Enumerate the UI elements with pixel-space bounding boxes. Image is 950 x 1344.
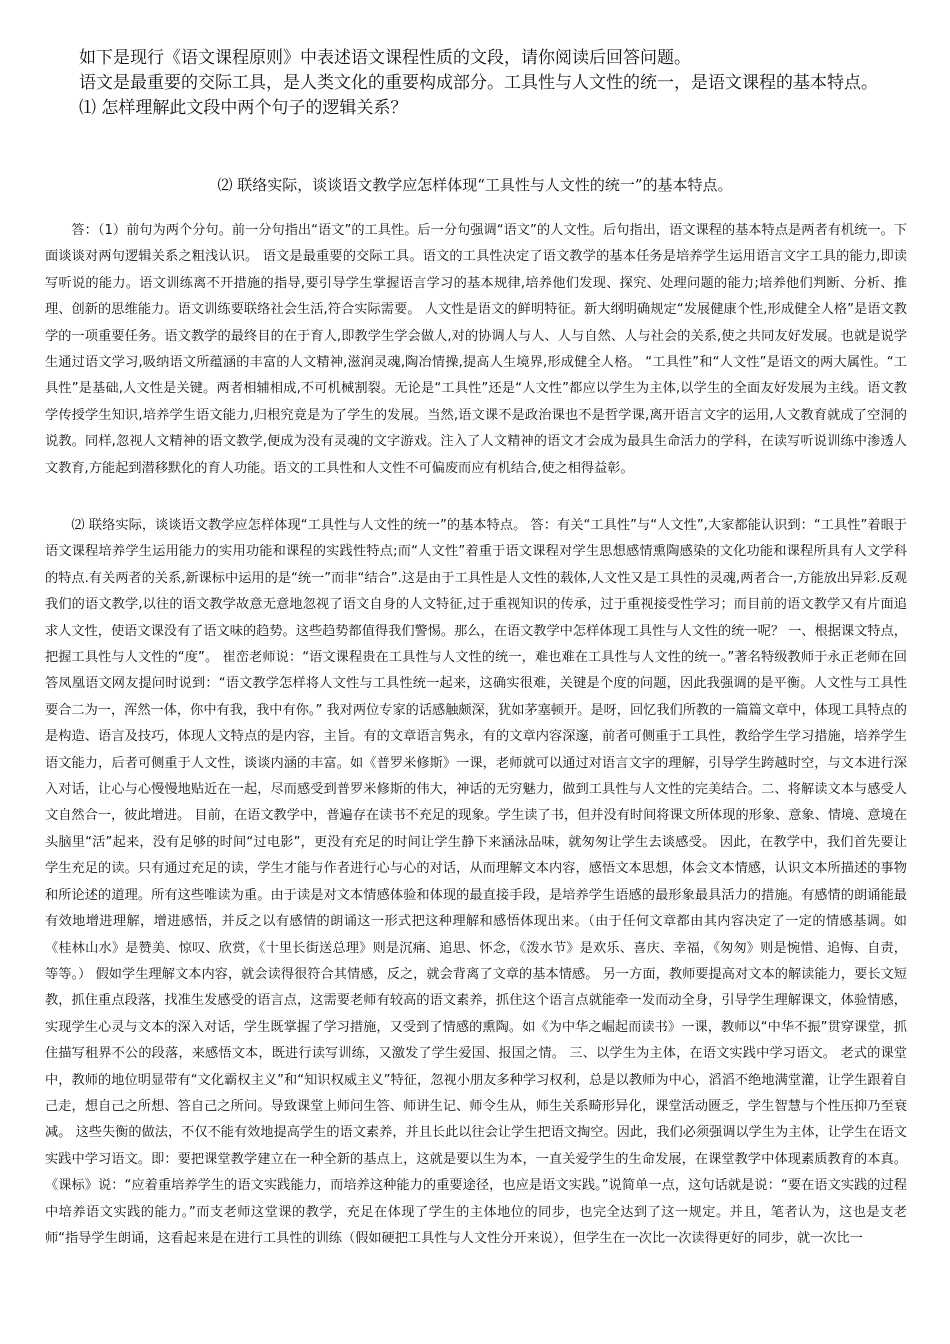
question-2: ⑵ 联络实际，谈谈语文教学应怎样体现“工具性与人文性的统一”的基本特点。 — [217, 176, 733, 194]
intro-block — [45, 46, 905, 121]
question-1: ⑴ 怎样理解此文段中两个句子的逻辑关系？ — [79, 98, 408, 118]
answer-2 — [45, 513, 907, 1252]
answer-1 — [45, 218, 907, 482]
course-nature-passage: 语文是最重要的交际工具，是人类文化的重要构成部分。工具性与人文性的统一，是语文课程的基本特点。 — [79, 73, 878, 93]
answer-2-text: ⑵ 联络实际，谈谈语文教学应怎样体现“工具性与人文性的统一”的基本特点。 答：有关“工具性”与“人文性”,大家都能认识到：“工具性”着眼于语文课程培养学生运用能力的实用功能和课程的实践性特点;而“人文性”着重于语文课程对学生思想感情熏陶感染的文化功能和课程所具有人文学科的特点.有关两者的关系,新课标中运用的是“统一”而非“结合”.这是由于工具性是人文性的载体,人文性又是工具性的灵魂,两者合一,方能放出异彩.反观我们的语文教学,以往的语文教学故意无意地忽视了语文自身的人文特征,过于重视知识的传承，过于重视接受性学习；而目前的语文教学又有片面追求人文性，使语文课没有了语文味的趋势。这些趋势都值得我们警惕。那么，在语文教学中怎样体现工具性与人文性的统一呢？ 一、根据课文特点，把握工具性与人文性的“度”。 崔峦老师说：“语文课程贵在工具性与人文性的统一，难也难在工具性与人文性的统一。”著名特级教师于永正老师在回答凤凰语文网友提问时说到：“语文教学怎样将人文性与工具性统一起来，这确实很难，关键是个度的问题，因此我强调的是平衡。人文性与工具性要合二为一，浑然一体，你中有我，我中有你。” 我对两位专家的话感触颇深，犹如茅塞顿开。是呀，回忆我们所教的一篇篇文章中，体现工具特点的是构造、语言及技巧，体现人文特点的是内容，主旨。有的文章语言隽永，有的文章内容深邃，前者可侧重于工具性，教给学生学习措施，培养学生语文能力，后者可侧重于人文性，谈谈内涵的丰富。如《普罗米修斯》一课，老师就可以通过对语言文字的理解，引导学生跨越时空，与文本进行深入对话，让心与心慢慢地贴近在一起，尽而感受到普罗米修斯的伟大，神话的无穷魅力，做到工具性与人文性的完美结合。二、将解读文本与感受人文自然合一，彼此增进。 目前，在语文教学中，普遍存在读书不充足的现象。学生读了书，但并没有时间将课文所体现的形象、意象、情境、意境在头脑里“活”起来，没有足够的时间“过电影”，更没有充足的时间让学生静下来涵泳品味，就匆匆让学生去谈感受。 因此，在教学中，我们首先要让学生充足的读。只有通过充足的读，学生才能与作者进行心与心的对话，从而理解文本内容，感悟文本思想，体会文本情感，认识文本所描述的事物和所论述的道理。所有这些唯读为重。由于读是对文本情感体验和体现的最直接手段，是培养学生语感的最形象最具活力的措施。有感情的朗诵能最有效地增进理解，增进感悟，并反之以有感情的朗诵这一形式把这种理解和感悟体现出来。（由于任何文章都由其内容决定了一定的情感基调。如《桂林山水》是赞美、惊叹、欣赏，《十里长街送总理》则是沉痛、追思、怀念，《泼水节》是欢乐、喜庆、幸福，《匆匆》则是惋惜、追悔、自责，等等。） 假如学生理解文本内容，就会读得很符合其情感，反之，就会背离了文章的基本情感。 另一方面，教师要提高对文本的解读能力，要长文短教，抓住重点段落，找准生发感受的语言点，这需要老师有较高的语文素养，抓住这个语言点就能牵一发而动全身，引导学生理解课文，体验情感，实现学生心灵与文本的深入对话，学生既掌握了学习措施，又受到了情感的熏陶。如《为中华之崛起而读书》一课，教师以“中华不振”贯穿课堂，抓住描写租界不公的段落，来感悟文本，既进行读写训练，又激发了学生爱国、报国之情。 三、以学生为主体，在语文实践中学习语文。 老式的课堂中，教师的地位明显带有“文化霸权主义”和“知识权威主义”特征，忽视小朋友多种学习权利，总是以教师为中心，滔滔不绝地满堂灌，让学生跟着自己走，想自己之所想、答自己之所问。导致课堂上师问生答、师讲生记、师令生从，师生关系畸形异化，课堂活动匮乏，学生智慧与个性压抑乃至衰减。 这些失衡的做法，不仅不能有效地提高学生的语文素养，并且长此以往会让学生把语文掏空。因此，我们必须强调以学生为主体，让学生在语文实践中学习语文。即：要把课堂教学建立在一种全新的基点上，这就是要以生为本，一直关爱学生的生命发展，在课堂教学中体现素质教育的本真。 《课标》说：“应着重培养学生的语文实践能力，而培养这种能力的重要途径，也应是语文实践。”说简单一点，这句话就是说：“要在语文实践的过程中培养语文实践的能力。”而支老师这堂课的教学，充足在体现了学生的主体地位的同步，也完全达到了这一规定。并且，笔者认为，这也是支老师“指导学生朗诵，这看起来是在进行工具性的训练（假如硬把工具性与人文性分开来说），但学生在一次比一次读得更好的同步，就一次比一 — [45, 518, 907, 1246]
intro-line: 如下是现行《语文课程原则》中表述语文课程性质的文段，请你阅读后回答问题。 — [79, 48, 691, 68]
answer-1-text: 答：（1）前句为两个分句。前一分句指出“语文”的工具性。后一分句强调“语文”的人文性。后句指出，语文课程的基本特点是两者有机统一。下面谈谈对两句逻辑关系之粗浅认识。 语文是最重要的交际工具。语文的工具性决定了语文教学的基本任务是培养学生运用语言文字工具的能力,即读写听说的能力。语文训练离不开措施的指导,要引导学生掌握语言学习的基本规律,培养他们发现、探究、处理问题的能力;培养他们判断、分析、推理、创新的思维能力。语文训练要联络社会生活,符合实际需要。 人文性是语文的鲜明特征。新大纲明确规定“发展健康个性,形成健全人格”是语文教学的一项重要任务。语文教学的最终目的在于育人,即教学生学会做人,对的协调人与人、人与自然、人与社会的关系,使之共同友好发展。也就是说学生通过语文学习,吸纳语文所蕴涵的丰富的人文精神,滋润灵魂,陶冶情操,提高人生境界,形成健全人格。 “工具性”和“人文性”是语文的两大属性。“工具性”是基础,人文性是关键。两者相辅相成,不可机械割裂。无论是“工具性”还是“人文性”都应以学生为主体,以学生的全面友好发展为主线。语文教学传授学生知识,培养学生语文能力,归根究竟是为了学生的发展。当然,语文课不是政治课也不是哲学课,离开语言文字的运用,人文教育就成了空洞的说教。同样,忽视人文精神的语文教学,便成为没有灵魂的文字游戏。注入了人文精神的语文才会成为最具生命活力的学科，在读写听说训练中渗透人文教育,方能起到潜移默化的育人功能。语文的工具性和人文性不可偏废而应有机结合,使之相得益彰。 — [45, 223, 907, 476]
